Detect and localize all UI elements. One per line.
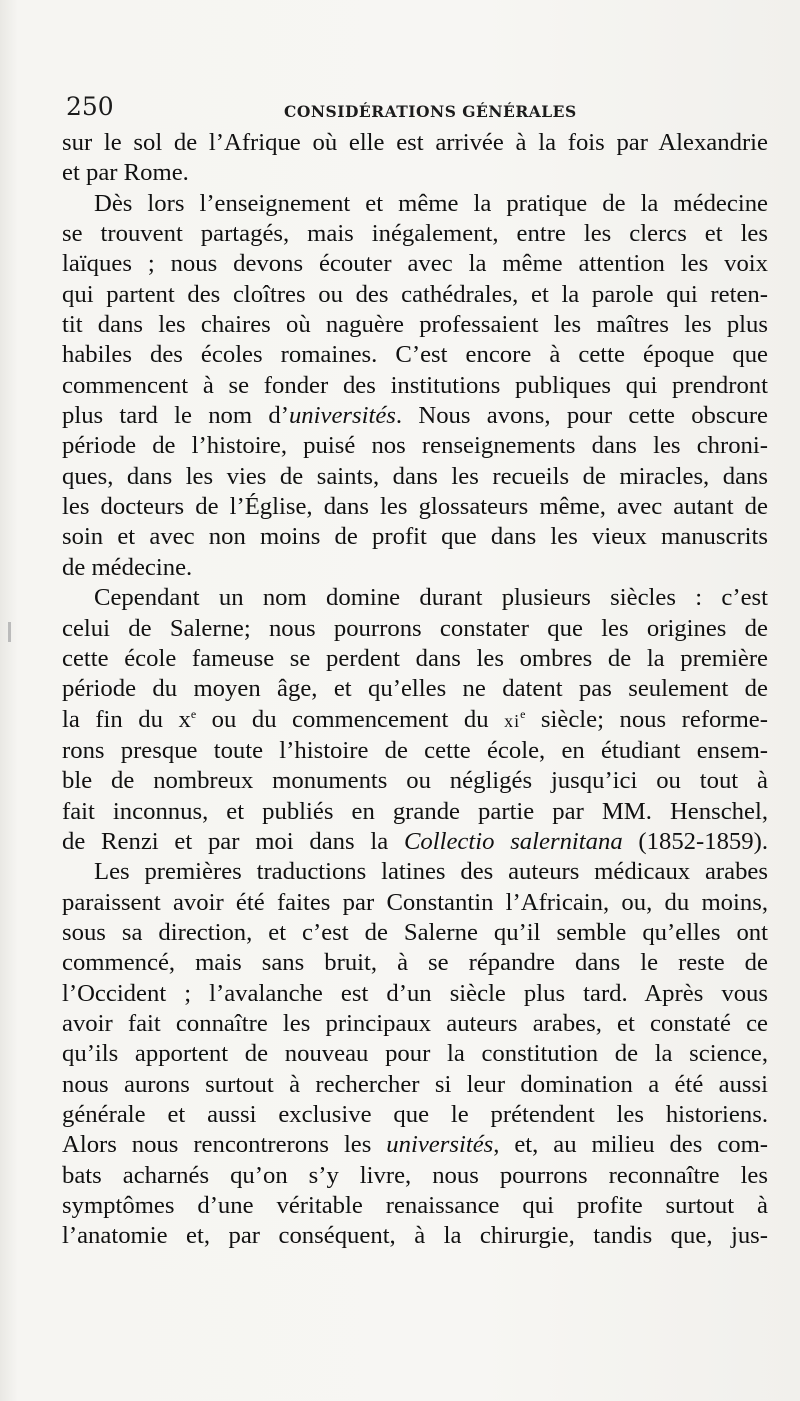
text-line: qui partent des cloîtres ou des cathédrales, et la parole qui reten- [62,280,768,308]
paragraph-start: Les premières traductions latines des auteurs médicaux arabes [94,858,768,886]
text-run: de Renzi et par moi dans la [62,827,404,855]
text-line: l’anatomie et, par conséquent, à la chirurgie, tandis que, jus- [62,1222,768,1250]
text-line: fait inconnus, et publiés en grande partie par MM. Henschel, [62,797,768,825]
text-line: cette école fameuse se perdent dans les ombres de la première [62,644,768,672]
text-run: la fin du x [62,705,191,733]
text-line: qu’ils apportent de nouveau pour la constitution de la science, [62,1040,768,1068]
text-line: sous sa direction, et c’est de Salerne qu’il semble qu’elles ont [62,918,768,946]
text-run: , et, au milieu des com- [493,1131,768,1159]
text-line [62,401,768,431]
text-line: tit dans les chaires où naguère professaient les maîtres les plus [62,311,768,339]
text-line: nous aurons surtout à rechercher si leur domination a été aussi [62,1070,768,1098]
text-line [62,705,768,736]
text-line: avoir fait connaître les principaux auteurs arabes, et constaté ce [62,1009,768,1037]
text-line: et par Rome. [62,159,189,187]
text-run: Alors nous rencontrerons les [62,1131,387,1159]
text-line: sur le sol de l’Afrique où elle est arrivée à la fois par Alexandrie [62,129,768,156]
text-line: laïques ; nous devons écouter avec la même attention les voix [62,250,768,278]
running-header: CONSIDÉRATIONS GÉNÉRALES [284,102,577,121]
text-line: rons presque toute l’histoire de cette école, en étudiant ensem- [62,736,768,764]
text-line: période du moyen âge, et qu’elles ne datent pas seulement de [62,675,768,703]
text-line: ble de nombreux monuments ou négligés jusqu’ici ou tout à [62,767,768,795]
text-line: ques, dans les vies de saints, dans les recueils de miracles, dans [62,462,768,490]
text-line: se trouvent partagés, mais inégalement, entre les clercs et les [62,220,768,248]
text-line: période de l’histoire, puisé nos renseignements dans les chroni- [62,432,768,460]
text-line: symptômes d’une véritable renaissance qui profite surtout à [62,1192,768,1220]
text-line: soin et avec non moins de profit que dans les vieux manuscrits [62,523,768,551]
body-text [62,128,768,1252]
text-line [62,827,768,857]
small-caps-numeral: xi [504,710,521,731]
text-line: générale et aussi exclusive que le prétendent les historiens. [62,1101,768,1128]
text-line: celui de Salerne; nous pourrons constater que les origines de [62,614,768,642]
italic-term: Collectio salernitana [403,827,623,855]
text-run: ou du commencement du [196,705,505,733]
text-run: . Nous avons, pour cette obscure [395,402,768,430]
margin-mark [8,622,11,642]
paragraph-start: Dès lors l’enseignement et même la pratique de la médecine [94,189,768,217]
text-line: les docteurs de l’Église, dans les glossateurs même, avec autant de [62,493,768,521]
text-run: (1852-1859). [622,827,769,855]
text-line: commencé, mais sans bruit, à se répandre dans le reste de [62,949,768,977]
page-number: 250 [66,92,114,121]
text-run: siècle; nous reforme- [525,705,768,733]
text-line: commencent à se fonder des institutions publiques qui prendront [62,371,768,399]
text-line: bats acharnés qu’on s’y livre, nous pourrons reconnaître les [62,1161,768,1189]
italic-term: universités [386,1131,494,1159]
superscript: e [520,706,526,721]
superscript: e [190,706,197,721]
text-line: habiles des écoles romaines. C’est encore à cette époque que [62,341,768,369]
text-line: l’Occident ; l’avalanche est d’un siècle plus tard. Après vous [62,979,768,1007]
paragraph-start: Cependant un nom domine durant plusieurs siècles : c’est [94,584,768,612]
text-line: paraissent avoir été faites par Constantin l’Africain, ou, du moins, [62,888,768,916]
text-line [62,1130,768,1160]
text-run: plus tard le nom d’ [62,402,289,430]
italic-term: universités [288,402,396,430]
text-line: de médecine. [62,553,193,581]
